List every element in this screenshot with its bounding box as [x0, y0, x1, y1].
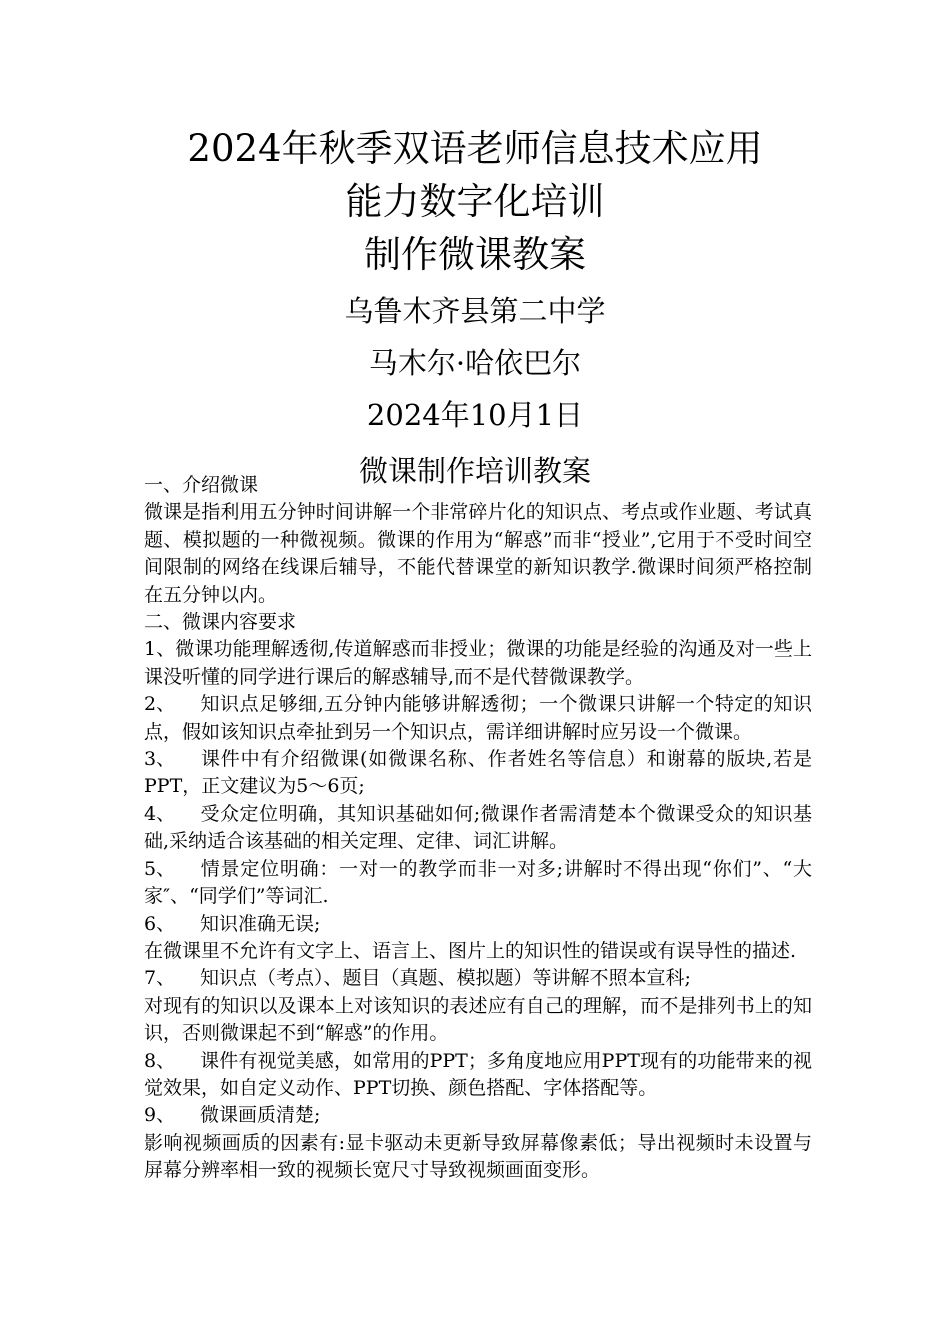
requirement-item-3	[144, 746, 812, 801]
section-heading-intro: 一、介绍微课	[144, 474, 259, 496]
item-text: 知识点足够细,五分钟内能够讲解透彻；一个微课只讲解一个特定的知识点，假如该知识点牵扯到另一个知识点，需详细讲解时应另设一个微课。	[144, 693, 812, 743]
body-text	[144, 472, 812, 1185]
item-number: 2、	[144, 693, 176, 716]
school-name: 乌鲁木齐县第二中学	[344, 294, 606, 328]
document-date: 2024年10月1日	[366, 398, 584, 432]
requirement-item-9	[144, 1102, 812, 1129]
requirement-item-2	[144, 691, 812, 746]
item-text: 知识准确无误;	[200, 912, 321, 935]
requirement-item-6-detail: 在微课里不允许有文字上、语言上、图片上的知识性的错误或有误导性的描述.	[144, 939, 797, 962]
requirement-item-6	[144, 911, 812, 938]
document-title-line-2: 能力数字化培训	[345, 180, 605, 223]
requirement-item-1: 1、微课功能理解透彻,传道解惑而非授业；微课的功能是经验的沟通及对一些上课没听懂的同学进行课后的解惑辅导,而不是代替微课教学。	[144, 638, 812, 688]
lesson-plan-title: 微课制作培训教案	[358, 454, 591, 488]
item-number: 5、	[144, 857, 176, 880]
requirement-item-4	[144, 801, 812, 856]
intro-paragraph: 微课是指利用五分钟时间讲解一个非常碎片化的知识点、考点或作业题、考试真题、模拟题的一种微视频。微课的作用为“解惑”而非“授业”,它用于不受时间空间限制的网络在线课后辅导，不能代替课堂的新知识教学.微课时间须严格控制在五分钟以内。	[144, 501, 812, 606]
title-block	[0, 122, 950, 497]
requirement-item-7	[144, 965, 812, 992]
section-heading-requirements: 二、微课内容要求	[144, 611, 297, 634]
item-text: 情景定位明确：一对一的教学而非一对多;讲解时不得出现“你们”、“大家″、“同学们”等词汇.	[144, 857, 812, 908]
requirement-item-8	[144, 1048, 812, 1103]
author-name: 马木尔·哈依巴尔	[368, 346, 582, 380]
document-title-line-3: 制作微课教案	[364, 233, 586, 276]
item-number: 7、	[144, 967, 176, 990]
item-number: 9、	[144, 1104, 176, 1127]
item-number: 8、	[144, 1049, 176, 1072]
item-text: 知识点（考点）、题目（真题、模拟题）等讲解不照本宣科;	[200, 967, 691, 990]
item-number: 6、	[144, 912, 176, 935]
requirement-item-7-detail: 对现有的知识以及课本上对该知识的表述应有自己的理解，而不是排列书上的知识，否则微课起不到“解惑”的作用。	[144, 994, 812, 1045]
item-text: 课件中有介绍微课(如微课名称、作者姓名等信息）和谢幕的版块,若是PPT，正文建议为5～6页;	[144, 748, 812, 798]
requirement-item-5	[144, 856, 812, 911]
item-text: 课件有视觉美感，如常用的PPT；多角度地应用PPT现有的功能带来的视觉效果，如自定义动作、PPT切换、颜色搭配、字体搭配等。	[144, 1049, 812, 1099]
document-title-line-1: 2024年秋季双语老师信息技术应用	[187, 127, 763, 170]
requirement-item-9-detail: 影响视频画质的因素有:显卡驱动未更新导致屏幕像素低；导出视频时未设置与屏幕分辨率相一致的视频长宽尺寸导致视频画面变形。	[144, 1131, 812, 1182]
item-number: 4、	[144, 802, 176, 825]
item-text: 微课画质清楚;	[200, 1104, 321, 1127]
item-text: 受众定位明确，其知识基础如何;微课作者需清楚本个微课受众的知识基础,采纳适合该基础的相关定理、定律、词汇讲解。	[144, 802, 812, 853]
item-number: 3、	[144, 748, 176, 771]
